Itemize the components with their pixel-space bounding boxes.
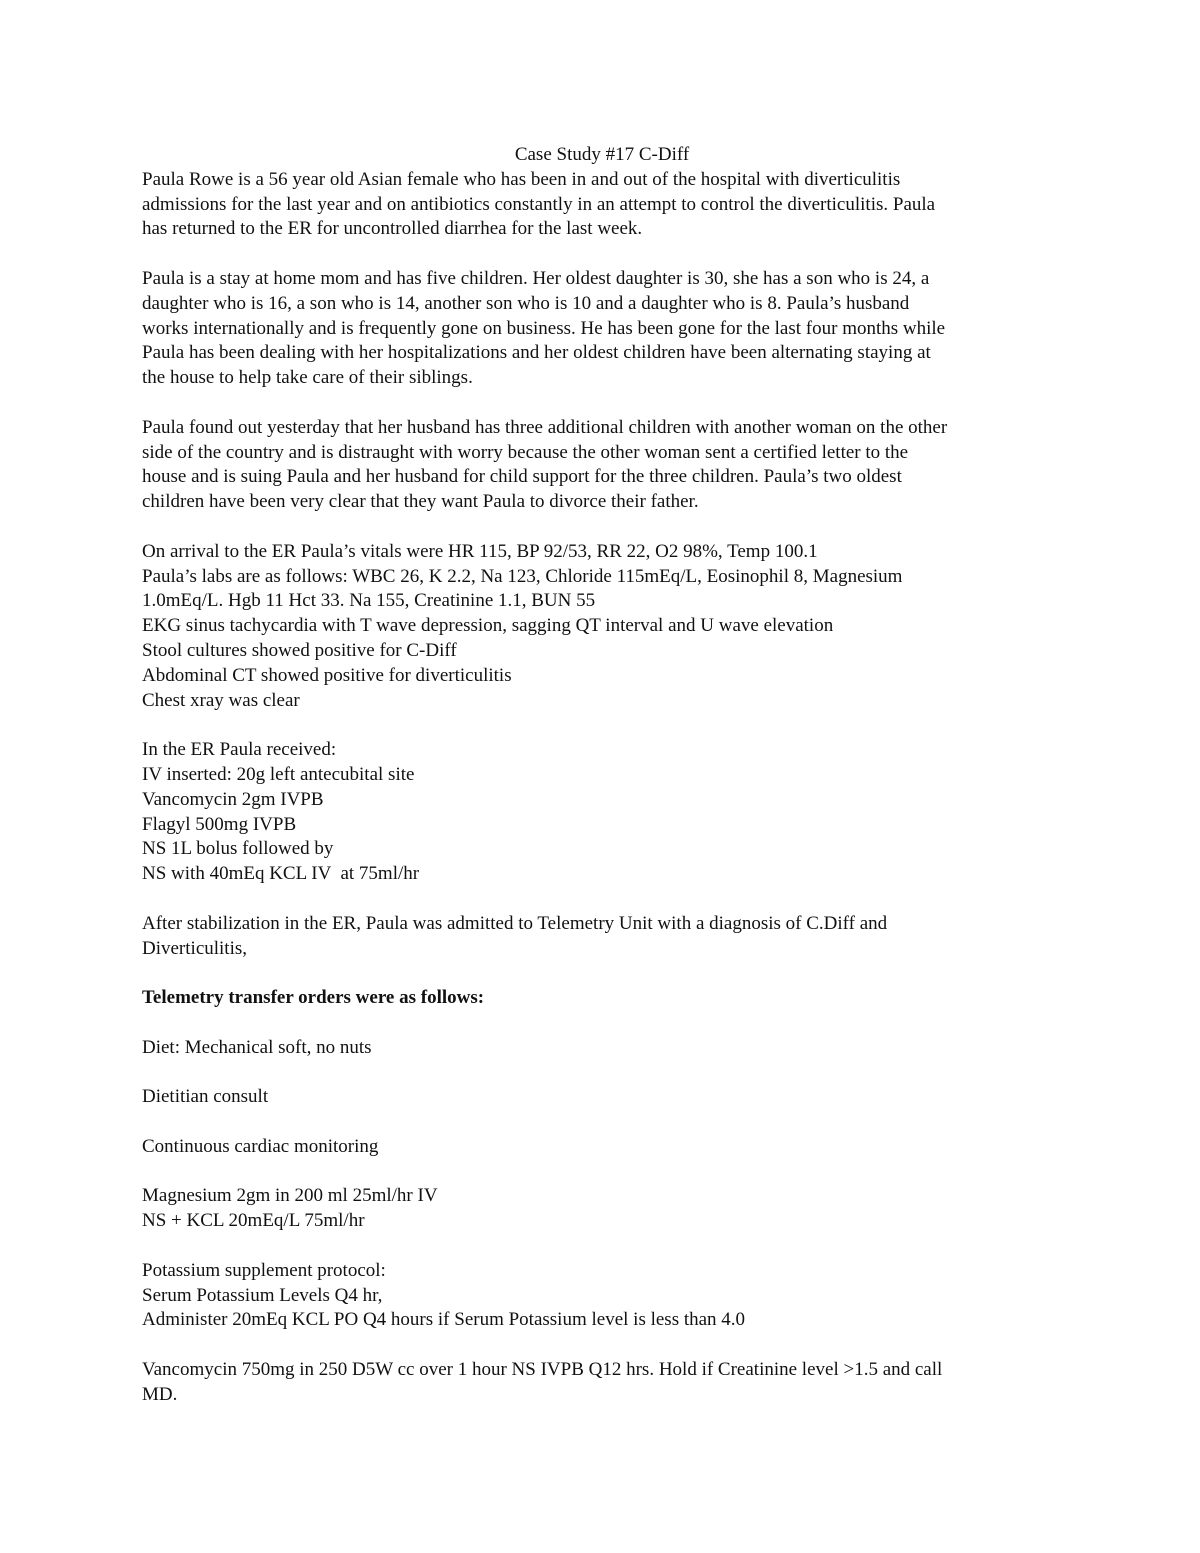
arrival-findings: [142, 540, 1062, 714]
text-line: house and is suing Paula and her husband for child support for the three children. Paula’s two oldest: [142, 466, 902, 488]
text-line: the house to help take care of their siblings.: [142, 367, 473, 389]
text-line: Administer 20mEq KCL PO Q4 hours if Serum Potassium level is less than 4.0: [142, 1309, 746, 1331]
text-line: Flagyl 500mg IVPB: [142, 813, 297, 835]
order-infusions: [142, 1184, 1062, 1234]
text-line: Diverticulitis,: [142, 937, 248, 959]
document-title: Case Study #17 C-Diff: [514, 144, 690, 165]
order-diet: Diet: Mechanical soft, no nuts: [142, 1036, 372, 1058]
order-vancomycin: [142, 1358, 1062, 1408]
text-line: Serum Potassium Levels Q4 hr,: [142, 1284, 383, 1306]
document-page: [142, 143, 1062, 1408]
labs-line: Paula’s labs are as follows: WBC 26, K 2.2, Na 123, Chloride 115mEq/L, Eosinophil 8, Magnesium: [142, 565, 903, 587]
news-paragraph: [142, 416, 1062, 515]
intro-paragraph: [142, 168, 1062, 242]
orders-heading: Telemetry transfer orders were as follows:: [142, 987, 485, 1009]
text-line: side of the country and is distraught with worry because the other woman sent a certified letter to the: [142, 441, 909, 463]
text-line: Paula found out yesterday that her husband has three additional children with another woman on the other: [142, 416, 948, 438]
xray-line: Chest xray was clear: [142, 689, 300, 711]
text-line: Paula Rowe is a 56 year old Asian female who has been in and out of the hospital with diverticulitis: [142, 168, 901, 190]
text-line: Potassium supplement protocol:: [142, 1259, 386, 1281]
text-line: has returned to the ER for uncontrolled diarrhea for the last week.: [142, 218, 643, 240]
labs-line: 1.0mEq/L. Hgb 11 Hct 33. Na 155, Creatinine 1.1, BUN 55: [142, 590, 596, 612]
order-monitoring: Continuous cardiac monitoring: [142, 1135, 379, 1157]
vitals-line: On arrival to the ER Paula’s vitals were HR 115, BP 92/53, RR 22, O2 98%, Temp 100.1: [142, 540, 818, 562]
text-line: daughter who is 16, a son who is 14, another son who is 10 and a daughter who is 8. Paula’s husband: [142, 292, 910, 314]
admission-paragraph: [142, 912, 1062, 962]
text-line: In the ER Paula received:: [142, 739, 337, 761]
text-line: Paula is a stay at home mom and has five children. Her oldest daughter is 30, she has a son who is 24, a: [142, 267, 930, 289]
text-line: Magnesium 2gm in 200 ml 25ml/hr IV: [142, 1185, 438, 1207]
family-paragraph: [142, 267, 1062, 391]
ct-line: Abdominal CT showed positive for diverticulitis: [142, 664, 512, 686]
text-line: children have been very clear that they want Paula to divorce their father.: [142, 491, 699, 513]
text-line: NS + KCL 20mEq/L 75ml/hr: [142, 1210, 365, 1232]
text-line: NS with 40mEq KCL IV at 75ml/hr: [142, 863, 420, 885]
text-line: MD.: [142, 1383, 178, 1405]
text-line: IV inserted: 20g left antecubital site: [142, 763, 415, 785]
text-line: NS 1L bolus followed by: [142, 838, 334, 860]
stool-culture-line: Stool cultures showed positive for C-Diff: [142, 639, 457, 661]
text-line: Vancomycin 2gm IVPB: [142, 788, 324, 810]
order-potassium-protocol: [142, 1259, 1062, 1333]
text-line: After stabilization in the ER, Paula was admitted to Telemetry Unit with a diagnosis of C.Diff and: [142, 912, 888, 934]
text-line: works internationally and is frequently gone on business. He has been gone for the last four months while: [142, 317, 946, 339]
er-treatment: [142, 738, 1062, 887]
text-line: Paula has been dealing with her hospitalizations and her oldest children have been alternating staying at: [142, 342, 931, 364]
order-dietitian: Dietitian consult: [142, 1086, 269, 1108]
text-line: Vancomycin 750mg in 250 D5W cc over 1 hour NS IVPB Q12 hrs. Hold if Creatinine level >1.5 and call: [142, 1359, 943, 1381]
ekg-line: EKG sinus tachycardia with T wave depression, sagging QT interval and U wave elevation: [142, 615, 834, 637]
text-line: admissions for the last year and on antibiotics constantly in an attempt to control the diverticulitis. Paula: [142, 193, 936, 215]
